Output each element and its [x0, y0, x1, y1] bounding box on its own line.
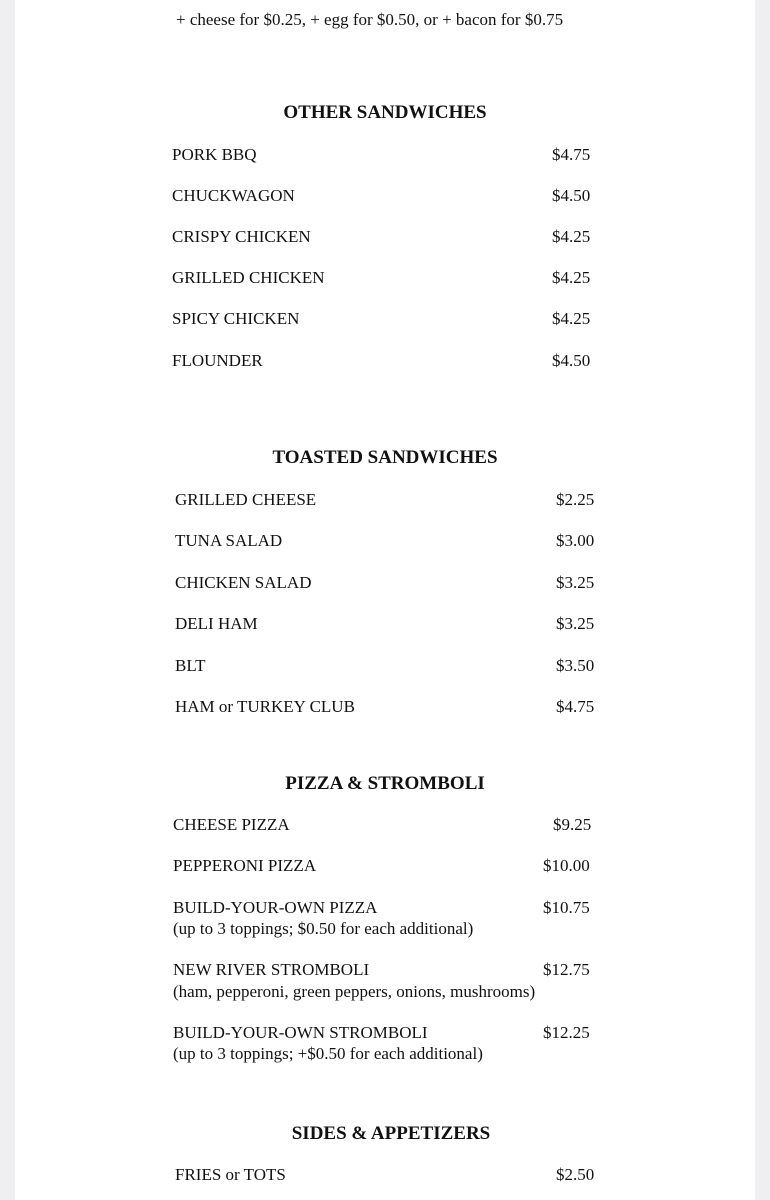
menu-item-name: BLT [175, 656, 206, 675]
menu-item-name: PEPPERONI PIZZA [173, 856, 317, 875]
menu-item-name: FRIES or TOTS [175, 1165, 286, 1184]
menu-item-name: FLOUNDER [172, 351, 263, 370]
menu-item-description: (ham, pepperoni, green peppers, onions, mushrooms) [173, 982, 536, 1001]
menu-item-price: $12.75 [543, 960, 590, 979]
menu-item-name: GRILLED CHICKEN [172, 268, 325, 287]
menu-item-name: CHUCKWAGON [172, 186, 295, 205]
menu-item-name: BUILD-YOUR-OWN STROMBOLI [173, 1023, 428, 1042]
menu-item-price: $10.00 [543, 856, 590, 875]
section-heading-toasted-sandwiches: TOASTED SANDWICHES [272, 447, 498, 468]
section-heading-pizza-stromboli: PIZZA & STROMBOLI [285, 773, 485, 794]
menu-item-price: $12.25 [543, 1023, 590, 1042]
add-on-note: + cheese for $0.25, + egg for $0.50, or + bacon for $0.75 [176, 10, 564, 29]
menu-item-price: $4.25 [552, 309, 591, 328]
menu-item-name: HAM or TURKEY CLUB [175, 697, 355, 716]
menu-item-price: $10.75 [543, 898, 590, 917]
menu-item-price: $4.75 [556, 697, 595, 716]
menu-item-name: SPICY CHICKEN [172, 309, 300, 328]
menu-item-price: $4.75 [552, 145, 591, 164]
section-heading-sides-appetizers: SIDES & APPETIZERS [291, 1123, 491, 1144]
menu-item-description: (up to 3 toppings; $0.50 for each additional) [173, 919, 474, 938]
menu-item-name: CHICKEN SALAD [175, 573, 312, 592]
menu-item-price: $3.00 [556, 531, 595, 550]
menu-item-name: CHEESE PIZZA [173, 815, 290, 834]
menu-item-name: BUILD-YOUR-OWN PIZZA [173, 898, 378, 917]
menu-item-description: (up to 3 toppings; +$0.50 for each additional) [173, 1044, 483, 1063]
menu-item-price: $4.50 [552, 351, 591, 370]
menu-item-price: $4.50 [552, 186, 591, 205]
menu-item-price: $3.25 [556, 614, 595, 633]
menu-item-price: $9.25 [553, 815, 592, 834]
menu-item-price: $4.25 [552, 227, 591, 246]
menu-item-price: $3.25 [556, 573, 595, 592]
menu-item-price: $2.50 [556, 1165, 595, 1184]
section-heading-other-sandwiches: OTHER SANDWICHES [283, 102, 487, 123]
menu-item-price: $3.50 [556, 656, 595, 675]
menu-item-name: NEW RIVER STROMBOLI [173, 960, 370, 979]
menu-item-price: $4.25 [552, 268, 591, 287]
menu-item-name: TUNA SALAD [175, 531, 283, 550]
menu-page [15, 0, 755, 1200]
menu-item-name: GRILLED CHEESE [175, 490, 317, 509]
menu-item-price: $2.25 [556, 490, 595, 509]
menu-item-name: DELI HAM [175, 614, 258, 633]
menu-item-name: CRISPY CHICKEN [172, 227, 311, 246]
menu-item-name: PORK BBQ [172, 145, 257, 164]
